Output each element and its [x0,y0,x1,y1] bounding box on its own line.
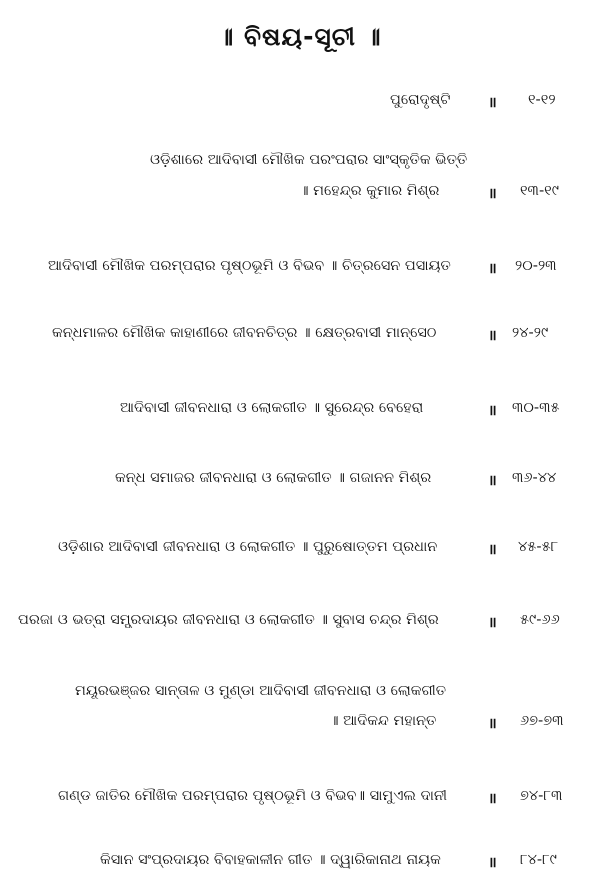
entry-pages: ୮୪-୮୯ [520,852,557,868]
entry-pages: ୩୦-୩୫ [512,400,560,416]
entry-pages: ୫୯-୬୬ [520,612,560,628]
page-title: ॥ ବିଷୟ-ସୂଚୀ ॥ [218,22,382,51]
entry-title: ମୟୂରଭଞ୍ଜର ସାନ୍ତାଳ ଓ ମୁଣ୍ଡା ଆଦିବାସୀ ଜୀବନଧାରା ଓ ଲୋକଗୀତ [75,683,447,699]
entry-author: ॥ ଆଦିକନ୍ଦ ମହାନ୍ତ [330,713,437,729]
entry-title: ପୁରୋଦୃଷ୍ଟି [390,92,451,108]
entry-separator: ॥ [488,403,497,419]
entry-title: ଆଦିବାସୀ ମୌଖିକ ପରମ୍ପରାର ପୃଷ୍ଠଭୂମି ଓ ବିଭବ ॥ ଚିତ୍ରସେନ ପସାୟତ [48,258,451,274]
entry-title: କନ୍ଧମାଳର ମୌଖିକ କାହାଣୀରେ ଜୀବନଚିତ୍ର ॥ କ୍ଷେତ୍ରବାସୀ ମାନ୍‌ସେଠ [52,325,437,341]
entry-separator: ॥ [488,855,497,871]
entry-pages: ୪୫-୫୮ [518,539,559,555]
entry-separator: ॥ [488,261,497,277]
entry-pages: ୧୩-୧୯ [520,183,559,199]
entry-pages: ୬୭-୭୩ [520,713,564,729]
entry-separator: ॥ [488,328,497,344]
entry-pages: ୨୪-୨୯ [512,325,549,341]
entry-title: କିସାନ ସଂପ୍ରଦାୟର ବିବାହକାଳୀନ ଗୀତ ॥ ଦ୍ୱାରିକାନାଥ ନାୟକ [100,852,441,868]
entry-pages: ୧-୧୨ [528,92,556,108]
entry-title: ଓଡ଼ିଶାର ଆଦିବାସୀ ଜୀବନଧାରା ଓ ଲୋକଗୀତ ॥ ପୁରୁଷୋତ୍ତମ ପ୍ରଧାନ [58,539,438,555]
entry-separator: ॥ [488,615,497,631]
entry-author: ॥ ମହେନ୍ଦ୍ର କୁମାର ମିଶ୍ର [300,183,440,199]
entry-separator: ॥ [488,716,497,732]
entry-separator: ॥ [488,542,497,558]
entry-pages: ୨୦-୨୩ [515,258,557,274]
entry-title: ଗଣ୍ଡ ଜାତିର ମୌଖିକ ପରମ୍ପରାର ପୃଷ୍ଠଭୂମି ଓ ବିଭବ॥ ସାମୁଏଲ ଦାନୀ [58,788,448,804]
entry-pages: ୩୬-୪୪ [512,470,557,486]
entry-title: ଆଦିବାସୀ ଜୀବନଧାରା ଓ ଲୋକଗୀତ ॥ ସୁରେନ୍ଦ୍ର ବେହେରା [120,400,424,416]
entry-separator: ॥ [488,95,497,111]
entry-pages: ୭୪-୮୩ [520,788,563,804]
entry-title: ଓଡ଼ିଶାରେ ଆଦିବାସୀ ମୌଖିକ ପରଂପରାର ସାଂସ୍କୃତିକ ଭିତ୍ତି [150,152,468,168]
entry-title: କନ୍ଧ ସମାଜର ଜୀବନଧାରା ଓ ଲୋକଗୀତ ॥ ଗଜାନନ ମିଶ୍ର [115,470,432,486]
entry-separator: ॥ [488,186,497,202]
entry-separator: ॥ [488,791,497,807]
entry-title: ପରଜା ଓ ଭତ୍ରା ସମ୍ପ୍ରଦାୟର ଜୀବନଧାରା ଓ ଲୋକଗୀତ ॥ ସୁବାସ ଚନ୍ଦ୍ର ମିଶ୍ର [18,612,439,628]
entry-separator: ॥ [488,473,497,489]
